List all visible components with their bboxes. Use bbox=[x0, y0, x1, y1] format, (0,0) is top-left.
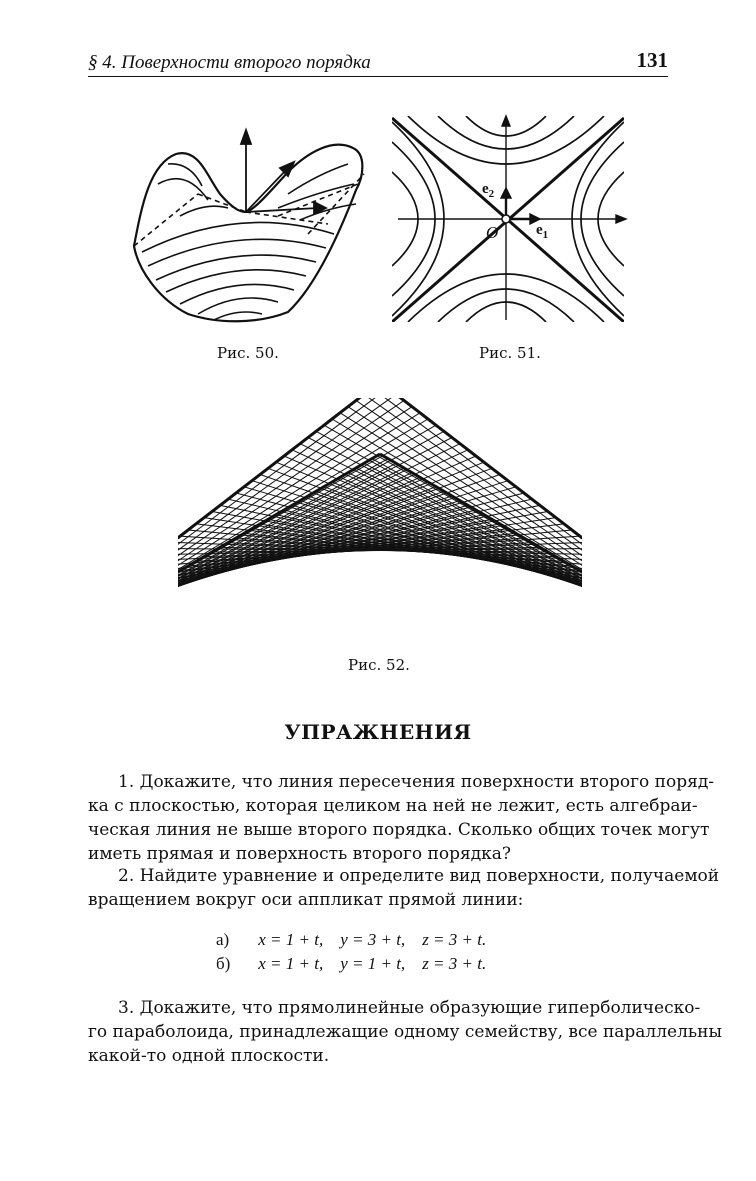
page-number: 131 bbox=[636, 48, 668, 72]
figure-51-caption: Рис. 51. bbox=[479, 344, 541, 362]
formula-y: y = 3 + t, bbox=[340, 930, 406, 949]
exercise-1 bbox=[88, 770, 715, 866]
figure-51-hyperbolas bbox=[388, 112, 628, 324]
wireframe-boundary bbox=[178, 398, 582, 638]
header-title: § 4. Поверхности второго порядка bbox=[88, 52, 371, 73]
formula-x: x = 1 + t, bbox=[258, 954, 324, 973]
formula-label: б) bbox=[216, 954, 231, 973]
e2-label: e bbox=[482, 181, 489, 197]
wireframe-line bbox=[178, 398, 396, 638]
formula-y: y = 1 + t, bbox=[340, 954, 406, 973]
formula-x: x = 1 + t, bbox=[258, 930, 324, 949]
exercise-2-formulas bbox=[216, 930, 486, 978]
exercise-1-line: 1. Докажите, что линия пересечения поверхности второго поряд- bbox=[118, 772, 715, 792]
exercise-3-line: го параболоида, принадлежащие одному семейству, все параллельны bbox=[88, 1022, 722, 1042]
wireframe-line bbox=[364, 398, 582, 638]
formula-z: z = 3 + t. bbox=[422, 954, 487, 973]
exercise-2-line: 2. Найдите уравнение и определите вид поверхности, получаемой bbox=[118, 866, 720, 886]
exercise-3-line: какой-то одной плоскости. bbox=[88, 1046, 330, 1066]
exercise-2-line: вращением вокруг оси аппликат прямой линии: bbox=[88, 890, 524, 910]
e1-subscript: 1 bbox=[542, 229, 549, 241]
formula-label: а) bbox=[216, 930, 230, 949]
figure-52-caption: Рис. 52. bbox=[348, 656, 410, 674]
formula-row-a bbox=[216, 930, 486, 954]
e1-label: e bbox=[536, 222, 543, 238]
exercise-2 bbox=[88, 864, 720, 912]
exercise-3 bbox=[88, 996, 722, 1068]
figure-50-caption: Рис. 50. bbox=[217, 344, 279, 362]
exercise-1-line: иметь прямая и поверхность второго порядка? bbox=[88, 844, 512, 864]
running-header bbox=[88, 48, 668, 77]
exercise-3-line: 3. Докажите, что прямолинейные образующие гиперболическо- bbox=[118, 998, 701, 1018]
exercise-1-line: ческая линия не выше второго порядка. Сколько общих точек могут bbox=[88, 820, 710, 840]
exercise-1-line: ка с плоскостью, которая целиком на ней не лежит, есть алгебраи- bbox=[88, 796, 698, 816]
section-heading: УПРАЖНЕНИЯ bbox=[284, 720, 472, 744]
figure-52-wireframe-saddle bbox=[178, 398, 582, 638]
formula-z: z = 3 + t. bbox=[422, 930, 487, 949]
formula-row-b bbox=[216, 954, 486, 978]
svg-text:e1 bbox=[536, 222, 548, 241]
figure-50-saddle bbox=[128, 124, 373, 326]
origin-label: O bbox=[486, 223, 499, 242]
e2-subscript: 2 bbox=[488, 188, 495, 200]
